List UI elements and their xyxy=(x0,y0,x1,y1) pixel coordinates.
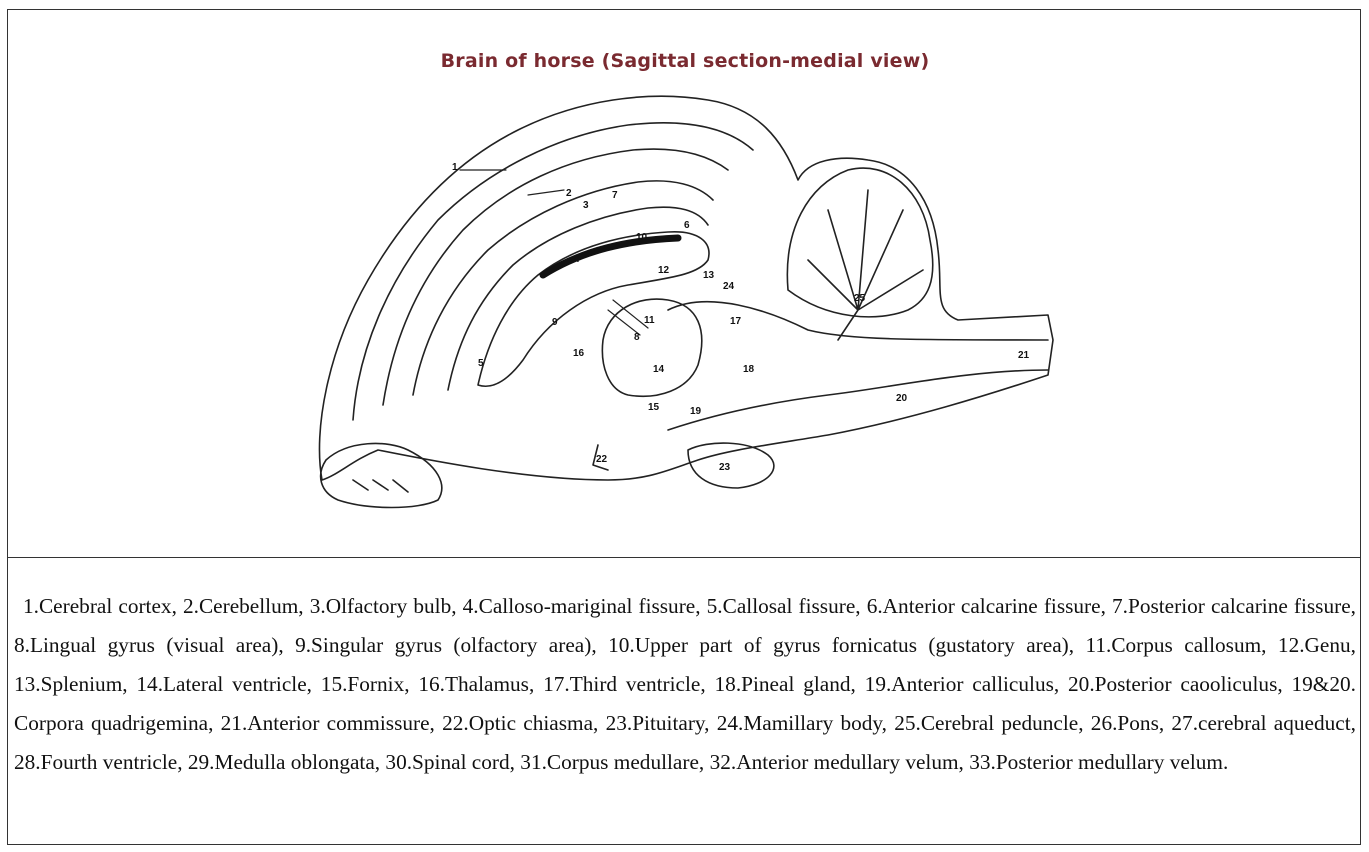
figure-label: 9 xyxy=(552,317,558,328)
figure-label: 24 xyxy=(723,281,735,292)
figure-label: 13 xyxy=(703,270,715,281)
figure-label: 3 xyxy=(583,200,589,211)
figure-label: 15 xyxy=(648,402,660,413)
figure-label: 10 xyxy=(636,232,648,243)
figure-label: 11 xyxy=(644,315,655,326)
brain-sagittal-illustration xyxy=(8,10,1362,556)
figure-label: 12 xyxy=(658,265,670,276)
figure-label: 4 xyxy=(574,254,580,265)
figure-title: Brain of horse (Sagittal section-medial view) xyxy=(440,50,930,72)
figure-legend: 1.Cerebral cortex, 2.Cerebellum, 3.Olfactory bulb, 4.Calloso-mariginal fissure, 5.Callosal fissure, 6.Anterior calcarine fissure, 7.Posterior calcarine fissure, 8.Lingual gyrus (visual area), 9.Singular gyrus (olfactory area), 10.Upper part of gyrus fornicatus (gustatory area), 11.Corpus callosum, 12.Genu, 13.Splenium, 14.Lateral ventricle, 15.Fornix, 16.Thalamus, 17.Third ventricle, 18.Pineal gland, 19.Anterior calliculus, 20.Posterior caooliculus, 19&20. Corpora quadrigemina, 21.Anterior commissure, 22.Optic chiasma, 23.Pituitary, 24.Mamillary body, 25.Cerebral peduncle, 26.Pons, 27.cerebral aqueduct, 28.Fourth ventricle, 29.Medulla oblongata, 30.Spinal cord, 31.Corpus medullare, 32.Anterior medullary velum, 33.Posterior medullary velum. xyxy=(14,594,1356,774)
figure-label: 22 xyxy=(596,454,608,465)
figure-label: 1 xyxy=(452,162,458,173)
figure-label: 14 xyxy=(653,364,665,375)
figure-label: 16 xyxy=(573,348,585,359)
figure-label: 8 xyxy=(634,332,640,343)
olfactory-bulb-outline xyxy=(321,443,442,507)
figure-label: 20 xyxy=(896,393,908,404)
figure-label: 18 xyxy=(743,364,755,375)
figure-label: 6 xyxy=(684,220,690,231)
figure-number-labels xyxy=(452,162,1030,473)
figure-label: 2 xyxy=(566,188,572,199)
figure-label: 17 xyxy=(730,316,742,327)
figure-label: 25 xyxy=(854,293,866,304)
figure-frame xyxy=(7,9,1361,845)
figure-label: 23 xyxy=(719,462,731,473)
figure-label: 7 xyxy=(612,190,618,201)
section-divider xyxy=(8,557,1360,558)
cerebrum-outline xyxy=(319,96,1053,480)
figure-label: 21 xyxy=(1018,350,1030,361)
figure-label: 5 xyxy=(478,358,484,369)
figure-label: 19 xyxy=(690,406,702,417)
